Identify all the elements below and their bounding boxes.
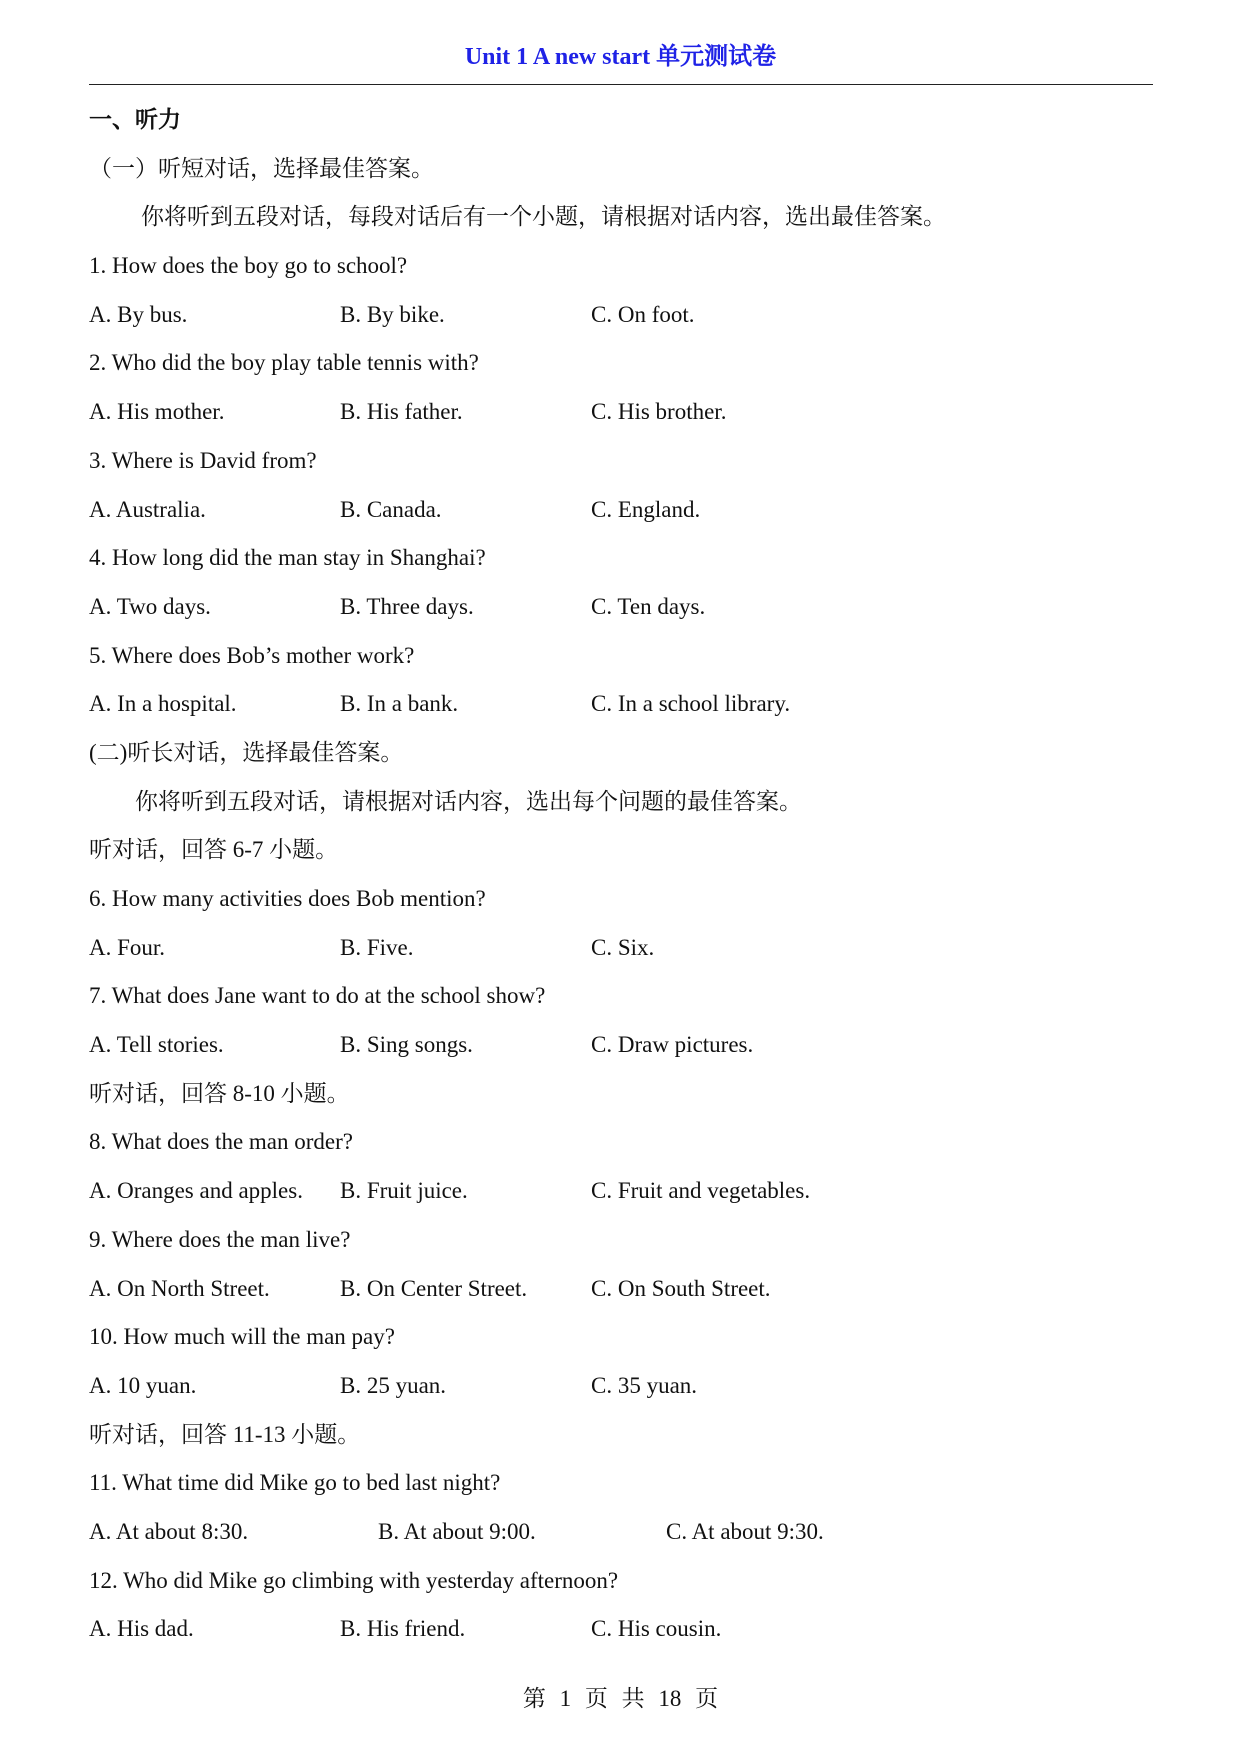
part2-instruction: 你将听到五段对话，请根据对话内容，选出每个问题的最佳答案。 — [135, 788, 802, 814]
option-b: B. Fruit juice. — [340, 1178, 468, 1204]
options-row — [89, 291, 1153, 340]
option-b: B. Canada. — [340, 496, 442, 522]
option-a: A. His dad. — [89, 1616, 194, 1642]
option-c: C. On foot. — [591, 301, 695, 327]
option-c: C. His brother. — [591, 399, 727, 425]
question-text: 11. What time did Mike go to bed last night? — [89, 1470, 501, 1496]
document-title: Unit 1 A new start 单元测试卷 — [464, 44, 777, 70]
question-text: 3. Where is David from? — [89, 447, 317, 473]
part2-heading: (二)听长对话，选择最佳答案。 — [89, 739, 404, 765]
option-b: B. Three days. — [340, 593, 474, 619]
options-row — [89, 680, 1153, 729]
option-a: A. In a hospital. — [89, 691, 237, 717]
option-a: A. Oranges and apples. — [89, 1178, 303, 1204]
options-row — [89, 1605, 1153, 1654]
question-text: 10. How much will the man pay? — [89, 1324, 395, 1350]
option-b: B. At about 9:00. — [378, 1518, 536, 1544]
option-c: C. Fruit and vegetables. — [591, 1178, 811, 1204]
option-c: C. In a school library. — [591, 691, 791, 717]
options-row — [89, 1362, 1153, 1411]
question-text: 12. Who did Mike go climbing with yesterday afternoon? — [89, 1567, 619, 1593]
question-text: 1. How does the boy go to school? — [89, 253, 408, 279]
option-a: A. Tell stories. — [89, 1032, 224, 1058]
question-text: 2. Who did the boy play table tennis with? — [89, 350, 479, 376]
option-b: B. Sing songs. — [340, 1032, 473, 1058]
option-a: A. His mother. — [89, 399, 225, 425]
option-b: B. On Center Street. — [340, 1275, 528, 1301]
option-c: C. Six. — [591, 934, 655, 960]
question-text: 7. What does Jane want to do at the school show? — [89, 983, 546, 1009]
option-a: A. Two days. — [89, 593, 211, 619]
options-row — [89, 583, 1153, 632]
section-title: 一、听力 — [89, 107, 181, 132]
option-a: A. At about 8:30. — [89, 1518, 249, 1544]
option-a: A. On North Street. — [89, 1275, 270, 1301]
option-c: C. Ten days. — [591, 593, 706, 619]
options-row — [89, 924, 1153, 973]
page-number: 第 1 页 共 18 页 — [522, 1686, 719, 1711]
question-text: 9. Where does the man live? — [89, 1226, 351, 1252]
option-a: A. 10 yuan. — [89, 1372, 197, 1398]
option-b: B. Five. — [340, 934, 414, 960]
part1-instruction: 你将听到五段对话，每段对话后有一个小题，请根据对话内容，选出最佳答案。 — [141, 204, 946, 230]
question-text: 4. How long did the man stay in Shanghai? — [89, 545, 486, 571]
options-row — [89, 486, 1153, 535]
option-c: C. Draw pictures. — [591, 1032, 754, 1058]
option-c: C. On South Street. — [591, 1275, 771, 1301]
option-b: B. By bike. — [340, 301, 445, 327]
option-c: C. 35 yuan. — [591, 1372, 698, 1398]
option-a: A. Australia. — [89, 496, 206, 522]
option-b: B. 25 yuan. — [340, 1372, 447, 1398]
options-row — [89, 1265, 1153, 1314]
option-c: C. At about 9:30. — [666, 1518, 824, 1544]
options-row — [89, 1167, 1153, 1216]
option-c: C. His cousin. — [591, 1616, 722, 1642]
option-b: B. His father. — [340, 399, 463, 425]
options-row — [89, 388, 1153, 437]
option-b: B. In a bank. — [340, 691, 459, 717]
options-row — [89, 1508, 1153, 1557]
question-text: 8. What does the man order? — [89, 1129, 353, 1155]
option-b: B. His friend. — [340, 1616, 466, 1642]
group-note: 听对话，回答 8-10 小题。 — [89, 1080, 350, 1106]
options-row — [89, 1021, 1153, 1070]
group-note: 听对话，回答 11-13 小题。 — [89, 1421, 361, 1447]
exam-content — [89, 96, 1153, 1654]
option-a: A. Four. — [89, 934, 166, 960]
question-text: 5. Where does Bob’s mother work? — [89, 642, 415, 668]
option-a: A. By bus. — [89, 301, 188, 327]
part1-heading: （一）听短对话，选择最佳答案。 — [89, 155, 434, 181]
option-c: C. England. — [591, 496, 701, 522]
question-text: 6. How many activities does Bob mention? — [89, 886, 486, 911]
group-note: 听对话，回答 6-7 小题。 — [89, 837, 339, 863]
header-divider — [89, 84, 1153, 85]
